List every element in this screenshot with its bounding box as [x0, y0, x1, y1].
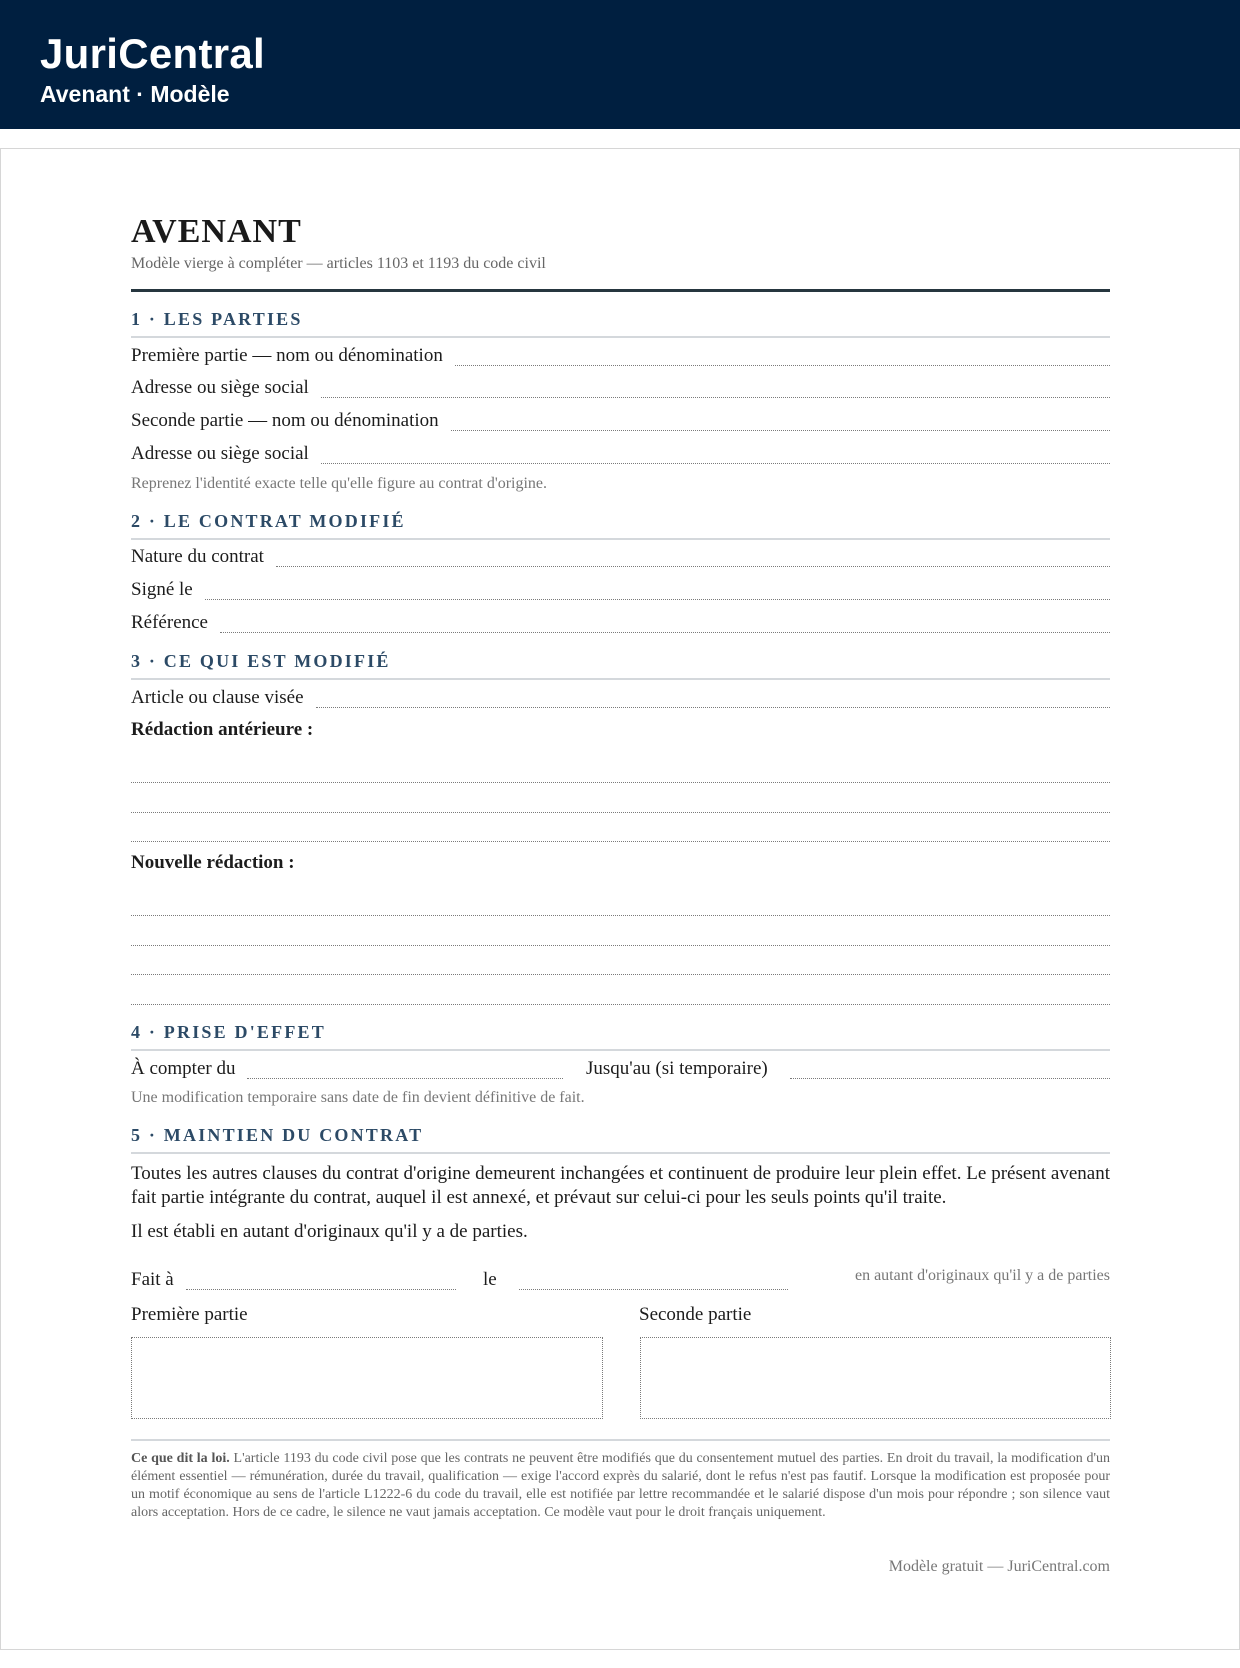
previous-wording-line[interactable]	[131, 841, 1110, 842]
law-divider	[131, 1439, 1110, 1441]
law-note	[131, 1450, 1110, 1522]
footer-note[interactable]: Modèle gratuit — JuriCentral.com	[888, 1558, 1110, 1575]
fill-line[interactable]	[321, 462, 1110, 464]
field-label: À compter du	[131, 1058, 236, 1079]
fill-line[interactable]	[455, 364, 1110, 366]
brand-logo-text[interactable]: JuriCentral	[40, 30, 266, 77]
field-label: Signé le	[131, 579, 193, 600]
effect-hint: Une modification temporaire sans date de fin devient définitive de fait.	[131, 1089, 585, 1106]
fill-line[interactable]	[316, 706, 1110, 708]
fill-line[interactable]	[790, 1077, 1110, 1079]
field-signed-date[interactable]	[483, 1264, 788, 1292]
section-heading-changes: 3 · CE QUI EST MODIFIÉ	[131, 650, 1110, 680]
field-label: Jusqu'au (si temporaire)	[586, 1058, 768, 1079]
previous-wording-line[interactable]	[131, 782, 1110, 783]
fill-line[interactable]	[220, 631, 1110, 633]
field-signed-at[interactable]	[131, 1264, 456, 1292]
fill-line[interactable]	[205, 598, 1110, 600]
section-heading-effect: 4 · PRISE D'EFFET	[131, 1021, 1110, 1051]
section-heading-maintenance: 5 · MAINTIEN DU CONTRAT	[131, 1124, 1110, 1154]
title-divider	[131, 289, 1110, 292]
field-article-clause[interactable]	[131, 682, 1110, 710]
law-note-text: L'article 1193 du code civil pose que les contrats ne peuvent être modifiés que du consentement mutuel des parties. En droit du travail, la modification d'un élément essentiel — rémunération, durée du travail, qualification — exige l'accord exprès du salarié, dont le refus n'est pas fautif. Lorsque la modification est proposée pour un motif économique au sens de l'article L1222-6 du code du travail, elle est notifiée par lettre recommandée et le salarié dispose d'un mois pour répondre ; son silence vaut alors acceptation. Hors de ce cadre, le silence ne vaut jamais acceptation. Ce modèle vaut pour le droit français uniquement.	[131, 1451, 1110, 1520]
maintenance-paragraph: Toutes les autres clauses du contrat d'origine demeurent inchangées et continuent de produire leur plein effet. Le présent avenant fait partie intégrante du contrat, auquel il est annexé, et prévaut sur celui-ci pour les seuls points qu'il traite.	[131, 1163, 1110, 1208]
document-subtitle: Modèle vierge à compléter — articles 1103 et 1193 du code civil	[131, 255, 546, 272]
field-label: Première partie — nom ou dénomination	[131, 345, 443, 366]
field-first-party-name[interactable]	[131, 340, 1110, 368]
field-second-party-address[interactable]	[131, 438, 1110, 466]
second-party-signature-box[interactable]	[640, 1337, 1111, 1419]
first-party-signature-box[interactable]	[131, 1337, 603, 1419]
field-signed-on[interactable]	[131, 574, 1110, 602]
fill-line[interactable]	[451, 429, 1110, 431]
previous-wording-line[interactable]	[131, 812, 1110, 813]
field-contract-nature[interactable]	[131, 541, 1110, 569]
field-label: Adresse ou siège social	[131, 443, 309, 464]
fill-line[interactable]	[321, 396, 1110, 398]
field-label: Nature du contrat	[131, 546, 264, 567]
new-wording-label: Nouvelle rédaction :	[131, 852, 295, 873]
section-heading-contract: 2 · LE CONTRAT MODIFIÉ	[131, 510, 1110, 540]
header-bar	[0, 0, 1240, 129]
field-start-date[interactable]	[131, 1053, 563, 1081]
law-note-lead: Ce que dit la loi.	[131, 1451, 230, 1466]
field-reference[interactable]	[131, 607, 1110, 635]
field-second-party-name[interactable]	[131, 405, 1110, 433]
new-wording-line[interactable]	[131, 945, 1110, 946]
new-wording-line[interactable]	[131, 974, 1110, 975]
field-label: le	[483, 1269, 497, 1290]
header-subtitle: Avenant · Modèle	[40, 81, 230, 107]
field-label: Seconde partie — nom ou dénomination	[131, 410, 439, 431]
first-party-signature-label: Première partie	[131, 1304, 248, 1325]
new-wording-line[interactable]	[131, 1004, 1110, 1005]
field-first-party-address[interactable]	[131, 372, 1110, 400]
section-heading-parties: 1 · LES PARTIES	[131, 308, 1110, 338]
field-label: Article ou clause visée	[131, 687, 304, 708]
fill-line[interactable]	[276, 565, 1110, 567]
parties-hint: Reprenez l'identité exacte telle qu'elle figure au contrat d'origine.	[131, 475, 548, 492]
new-wording-line[interactable]	[131, 915, 1110, 916]
originals-note: en autant d'originaux qu'il y a de parties	[854, 1267, 1110, 1284]
fill-line[interactable]	[519, 1288, 788, 1290]
previous-wording-label: Rédaction antérieure :	[131, 719, 314, 740]
fill-line[interactable]	[186, 1288, 456, 1290]
field-label: Référence	[131, 612, 208, 633]
field-label: Adresse ou siège social	[131, 377, 309, 398]
second-party-signature-label: Seconde partie	[639, 1304, 752, 1325]
field-label: Fait à	[131, 1269, 174, 1290]
fill-line[interactable]	[247, 1077, 563, 1079]
document-title: AVENANT	[131, 213, 302, 250]
field-end-date[interactable]	[586, 1053, 1110, 1081]
originals-statement: Il est établi en autant d'originaux qu'il y a de parties.	[131, 1221, 528, 1242]
